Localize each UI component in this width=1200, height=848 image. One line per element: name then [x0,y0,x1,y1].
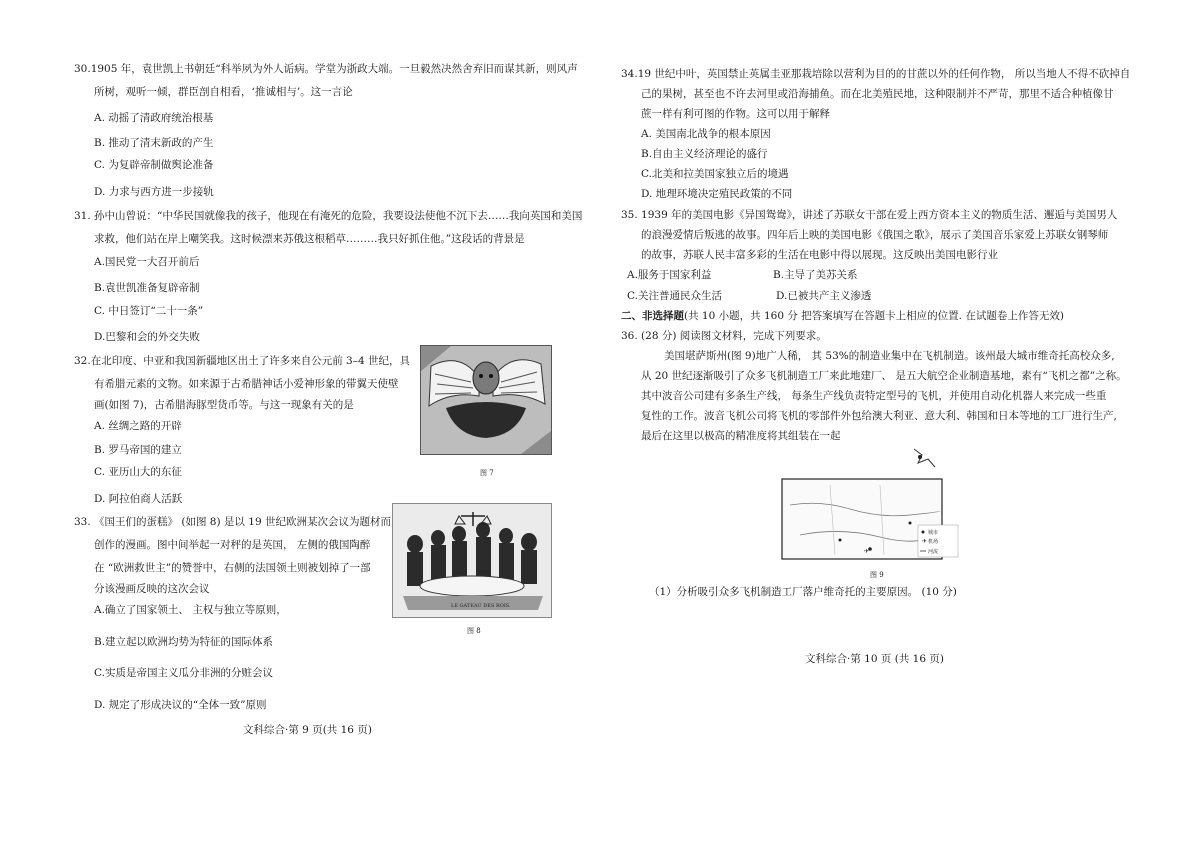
q36-heading: 36. (28 分) 阅读图文材料，完成下列要求。 [621,330,827,342]
q36-subquestion-1: （1）分析吸引众多飞机制造工厂落户维奇托的主要原因。 (10 分) [649,586,957,598]
q32-option-c: C. 亚历山大的东征 [94,466,182,478]
q36-paragraph-line5: 最后在这里以极高的精准度将其组装在一起 [641,430,841,442]
q30-option-b: B. 推动了清末新政的产生 [94,137,214,149]
q34-option-b: B.自由主义经济理论的盛行 [641,148,768,160]
q31-option-c: C. 中日签订“二十一条” [94,305,204,317]
q32-option-b: B. 罗马帝国的建立 [94,444,182,456]
q30-option-c: C. 为复辟帝制做舆论准备 [94,159,214,171]
kansas-map-illustration [780,445,970,565]
q32-stem-line3: 画(如图 7)，古希腊海豚型货币等。与这一现象有关的是 [94,399,354,411]
q35-option-b: B.主导了美苏关系 [773,269,858,281]
q34-option-c: C.北美和拉美国家独立后的境遇 [641,168,789,180]
q30-option-d: D. 力求与西方进一步接轨 [94,186,214,198]
q32-option-d: D. 阿拉伯商人活跃 [94,493,183,505]
q31-stem-line2: 求救，他们站在岸上嘲笑我。这时候漂来苏俄这根稻草………我只好抓住他。”这段话的背景是 [94,233,525,245]
svg-text:✈: ✈ [922,538,928,545]
figure-8-caption: 图 8 [467,627,481,635]
cartoon-inscription: LE GATEAU DES ROIS. [451,603,511,609]
legend-airport-label: 机场 [928,539,939,545]
q34-stem-line2: 己的果树，甚至也不许去河里或沿海捕鱼。而在北美殖民地，这种限制并不严苛，那里不适合种植像甘 [641,88,1114,100]
section-2-instructions: (共 10 小题，共 160 分 把答案填写在答题卡上相应的位置. 在试题卷上作答无效) [684,310,1064,322]
figure-8-kings-cake-cartoon [392,503,552,618]
q35-stem-line1: 35. 1939 年的美国电影《异国鸳鸯》，讲述了苏联女干部在爱上西方资本主义的物质生活、邂逅与美国男人 [621,209,1118,221]
q33-stem-line2: 创作的漫画。图中间举起一对秤的是英国， 左侧的俄国陶醉 [94,539,371,551]
q31-option-a: A.国民党一大召开前后 [94,256,200,268]
section-2-heading [621,310,1064,323]
figure-9-caption: 图 9 [870,571,884,579]
legend-river-label: 河流 [928,549,939,555]
q36-paragraph-line3: 其中波音公司建有多条生产线， 每条生产线负责特定型号的飞机，并使用自动化机器人来完成一些重 [641,390,1107,402]
figure-9-kansas-map [780,445,970,565]
section-2-title: 二、非选择题 [621,310,684,322]
q30-option-a: A. 动摇了清政府统治根基 [94,112,214,124]
q33-option-b: B.建立起以欧洲均势为特征的国际体系 [94,636,274,648]
q36-paragraph-line2: 从 20 世纪逐渐吸引了众多飞机制造工厂来此地建厂、 是五大航空企业制造基地，素有“飞机之都”之称。 [641,370,1127,382]
q31-stem-line1: 31. 孙中山曾说：“中华民国就像我的孩子，他现在有淹死的危险，我要设法使他不沉下去……我向英国和美国 [74,210,583,222]
q34-stem-line3: 蔗一样有利可图的作物。这可以用于解释 [641,108,830,120]
q33-option-a: A.确立了国家领土、 主权与独立等原则， [94,604,287,616]
figure-7-winged-angel-mural [420,345,552,455]
q33-stem-line4: 分该漫画反映的这次会议 [94,583,210,595]
q36-paragraph-line4: 复性的工作。波音飞机公司将飞机的零部件外包给澳大利亚、意大利、韩国和日本等地的工厂进行生产, [641,410,1117,422]
q35-option-d: D.已被共产主义渗透 [776,290,872,302]
q30-stem-line1: 30.1905 年，袁世凯上书朝廷“科举夙为外人诟病。学堂为浙政大端。一旦毅然决然舍弃旧而谋其新，则风声 [74,63,578,75]
q33-stem-line1: 33. 《国王们的蛋糕》 (如图 8) 是以 19 世纪欧洲某次会议为题材而 [74,516,391,528]
winged-angel-illustration [421,346,551,454]
right-page-footer: 文科综合·第 10 页 (共 16 页) [805,653,944,665]
legend-city-label: 城市 [928,530,939,536]
left-page-footer: 文科综合·第 9 页(共 16 页) [243,724,372,736]
q31-option-b: B.袁世凯准备复辟帝制 [94,282,200,294]
q33-stem-line3: 在 “欧洲救世主”的赞誉中，右侧的法国领土则被划掉了一部 [94,562,371,574]
q32-option-a: A. 丝绸之路的开辟 [94,420,182,432]
q35-stem-line3: 的故事，苏联人民丰富多彩的生活在电影中得以展现。这反映出美国电影行业 [641,249,998,261]
q32-stem-line2: 有希腊元素的文物。如来源于古希腊神话小爱神形象的带翼天使壁 [94,378,399,390]
q33-option-d: D. 规定了形成决议的“全体一致”原则 [94,699,267,711]
q35-option-a: A.服务于国家利益 [627,269,712,281]
q33-option-c: C.实质是帝国主义瓜分非洲的分赃会议 [94,667,273,679]
svg-text:✈: ✈ [864,548,870,555]
q34-option-d: D. 地理环境决定殖民政策的不同 [641,188,793,200]
q32-stem-line1: 32.在北印度、中亚和我国新疆地区出土了许多来自公元前 3–4 世纪，具 [74,355,410,367]
q31-option-d: D.巴黎和会的外交失败 [94,331,200,343]
kings-cake-cartoon-illustration [393,504,551,617]
q30-stem-line2: 所树，观听一倾，群臣剖自相看，‘推诚相与’。这一言论 [94,86,353,98]
q36-paragraph-line1: 美国堪萨斯州(图 9)地广人稀， 其 53%的制造业集中在飞机制造。该州最大城市维奇托高校众多, [664,350,1115,362]
q34-stem-line1: 34.19 世纪中叶，英国禁止英属圭亚那栽培除以营利为目的的甘蔗以外的任何作物， 所以当地人不得不砍掉自 [621,68,1131,80]
figure-7-caption: 图 7 [480,469,494,477]
q34-option-a: A. 美国南北战争的根本原因 [641,128,771,140]
q35-option-c: C.关注普通民众生活 [627,290,722,302]
q35-stem-line2: 的浪漫爱情后叛逃的故事。四年后上映的美国电影《俄国之歌》，展示了美国音乐家爱上苏联女钢琴师 [641,229,1109,241]
